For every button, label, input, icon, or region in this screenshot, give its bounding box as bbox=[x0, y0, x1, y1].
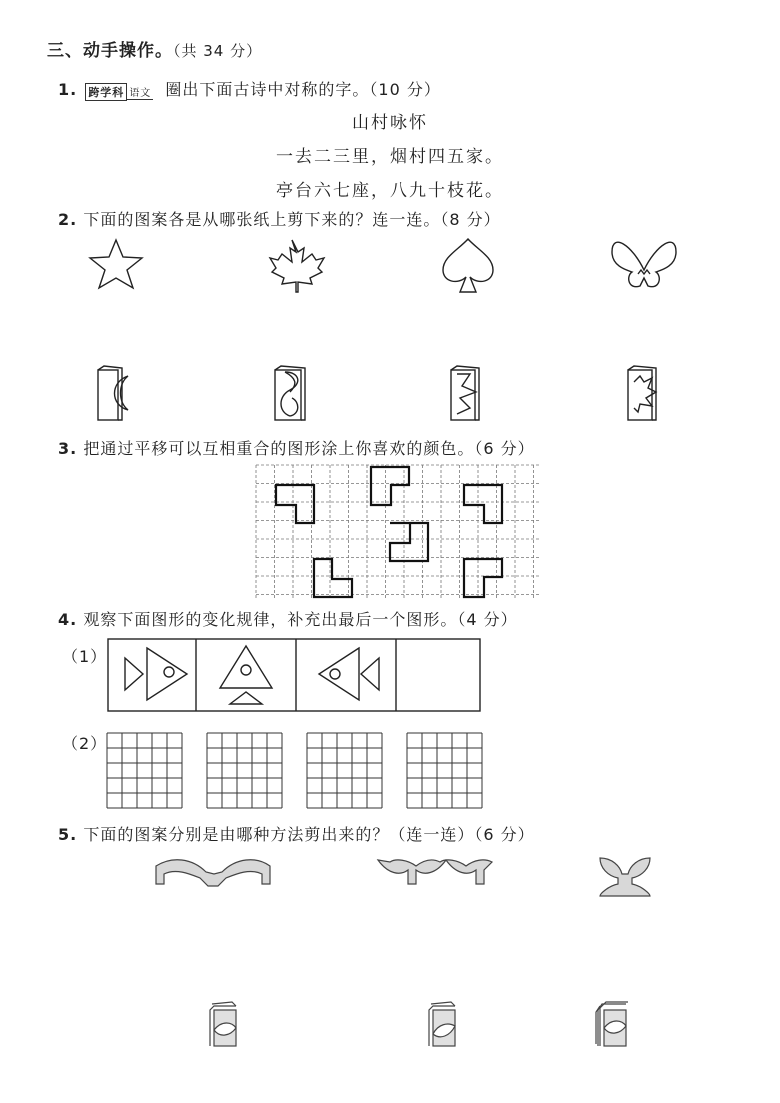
grid-figure-3 bbox=[307, 733, 382, 808]
l-shape-1[interactable] bbox=[276, 485, 314, 523]
question-3 bbox=[58, 436, 535, 459]
poem-line-2[interactable]: 亭台六七座，八九十枝花。 bbox=[276, 181, 504, 201]
maple-leaf-icon[interactable] bbox=[270, 240, 324, 292]
folded-paper-1[interactable] bbox=[98, 366, 128, 420]
folded-paper-4[interactable] bbox=[628, 366, 656, 420]
grid-figure-2 bbox=[207, 733, 282, 808]
folding-method-3[interactable] bbox=[596, 1002, 628, 1046]
cross-subject-label: 跨学科 bbox=[85, 83, 127, 101]
paper-cut-pattern-3[interactable] bbox=[600, 858, 650, 896]
question-text: 观察下面图形的变化规律，补充出最后一个图形。（4 分） bbox=[83, 610, 518, 629]
question-number: 2. bbox=[58, 210, 78, 229]
paper-cut-pattern-1[interactable] bbox=[156, 860, 270, 886]
sub-question-2-label: （2） bbox=[62, 734, 108, 753]
grid-figure-4-answer[interactable] bbox=[407, 733, 482, 808]
folded-paper-3[interactable] bbox=[451, 366, 479, 420]
paper-cut-pattern-2[interactable] bbox=[378, 860, 492, 884]
subject-label: 语文 bbox=[127, 84, 153, 100]
question-number: 3. bbox=[58, 439, 78, 458]
l-shape-5[interactable] bbox=[314, 559, 352, 597]
star-icon[interactable] bbox=[90, 240, 142, 288]
question-text: 把通过平移可以互相重合的图形涂上你喜欢的颜色。（6 分） bbox=[83, 439, 535, 458]
question-number: 4. bbox=[58, 610, 78, 629]
q2-figures bbox=[0, 0, 780, 450]
question-text: 下面的图案各是从哪张纸上剪下来的？连一连。（8 分） bbox=[83, 210, 501, 229]
answer-box-1[interactable] bbox=[397, 640, 479, 710]
question-text: 下面的图案分别是由哪种方法剪出来的？（连一连）（6 分） bbox=[83, 825, 535, 844]
pattern-sequence-2 bbox=[107, 731, 487, 811]
fish-figure-1 bbox=[125, 648, 187, 700]
question-number: 5. bbox=[58, 825, 78, 844]
pattern-sequence-1 bbox=[107, 638, 487, 718]
butterfly-icon[interactable] bbox=[612, 242, 676, 286]
l-shape-2[interactable] bbox=[371, 467, 409, 505]
folded-paper-2[interactable] bbox=[275, 366, 305, 420]
grid-figure-1 bbox=[107, 733, 182, 808]
sub-question-1-label: （1） bbox=[62, 647, 108, 666]
question-4 bbox=[58, 607, 518, 630]
folding-method-2[interactable] bbox=[429, 1002, 455, 1046]
section-title-text: 三、动手操作。 bbox=[47, 41, 173, 61]
spade-icon[interactable] bbox=[443, 239, 493, 292]
folding-method-1[interactable] bbox=[210, 1002, 236, 1046]
section-points: （共 34 分） bbox=[173, 42, 263, 60]
poem-line-1[interactable]: 一去二三里，烟村四五家。 bbox=[276, 147, 504, 167]
question-number: 1. bbox=[58, 80, 78, 99]
translation-grid bbox=[256, 465, 546, 605]
q5-figures bbox=[0, 840, 780, 1100]
fish-figure-3 bbox=[319, 648, 379, 700]
question-text: 圈出下面古诗中对称的字。（10 分） bbox=[165, 80, 441, 99]
poem-title: 山村咏怀 bbox=[352, 113, 428, 133]
fish-figure-2 bbox=[220, 646, 272, 704]
